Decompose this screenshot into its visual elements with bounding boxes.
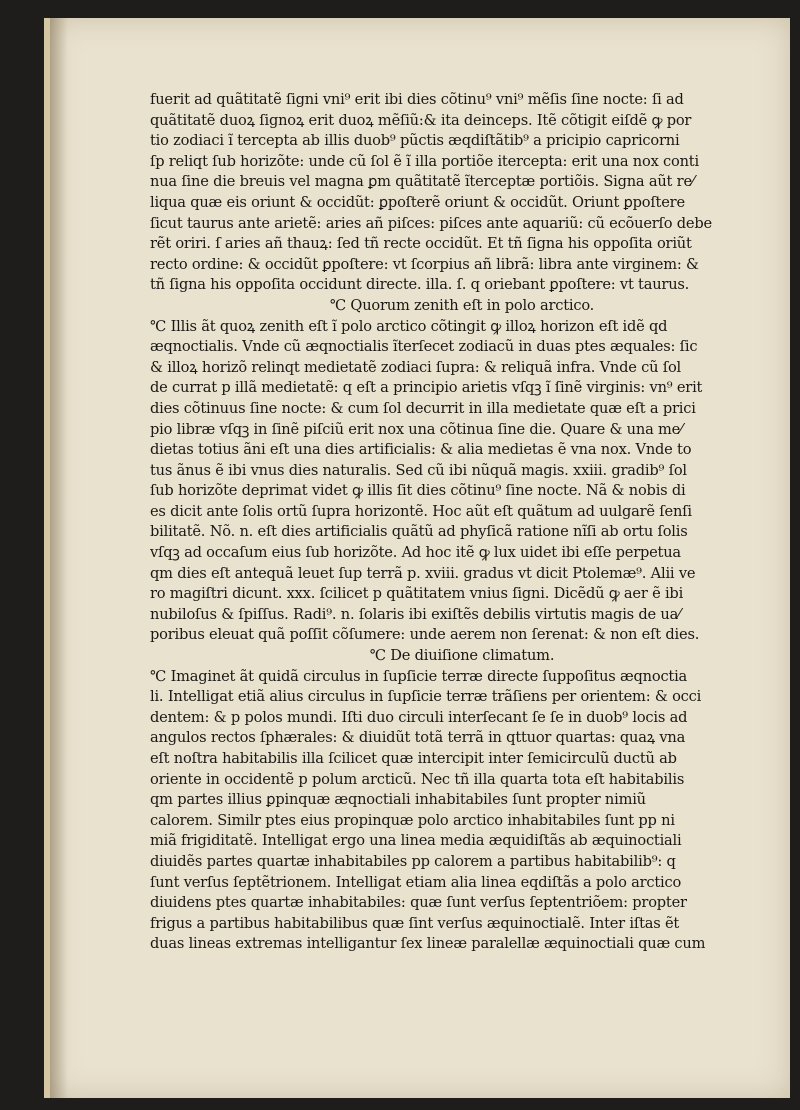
gutter-shadow xyxy=(50,18,68,1098)
text-line: ro magiſtri dicunt. xxx. ſcilicet p quãtitatem vnius ſigni. Dicẽdũ ꝙ aer ẽ ibi xyxy=(150,585,684,603)
text-line: es dicit ante ſolis ortũ ſupra horizontẽ. Hoc aũt eſt quãtum ad uulgarẽ ſenſi xyxy=(150,502,692,520)
text-line: pio libræ vſqꝫ in ſinẽ piſciũ erit nox una cõtinua ſine die. Quare & una me⁄ xyxy=(150,420,683,438)
section-heading: ℃ Quorum zenith eſt in polo arctico. xyxy=(329,296,595,314)
text-line: eſt noſtra habitabilis illa ſcilicet quæ intercipit inter ſemicirculũ ductũ ab xyxy=(150,750,677,767)
text-line: dietas totius ãni eſt una dies artificialis: & alia medietas ẽ vna nox. Vnde to xyxy=(150,441,692,459)
text-line: poribus eleuat quã poſſit cõſumere: unde aerem non ſerenat: & non eſt dies. xyxy=(150,626,700,644)
text-column xyxy=(150,90,774,955)
text-line: tio zodiaci ĩ tercepta ab illis duob⁹ pũctis æqdiſtãtib⁹ a pricipio capricorni xyxy=(150,132,680,150)
text-line: bilitatẽ. Nõ. n. eſt dies artificialis quãtũ ad phyſicã ratione nĩſi ab ortu ſolis xyxy=(150,523,688,541)
text-line: angulos rectos ſphærales: & diuidũt totã terrã in qttuor quartas: quaꝝ vna xyxy=(150,729,686,747)
text-line: qm partes illius ꝑpinquæ æqnoctiali inhabitabiles ſunt propter nimiũ xyxy=(150,791,646,809)
text-line: de currat p illã medietatẽ: q eſt a principio arietis vſqꝫ ĩ ſinẽ virginis: vn⁹ erit xyxy=(150,379,703,397)
text-line: ℃ Illis ãt quoꝝ zenith eſt ĩ polo arctico cõtingit ꝙ illoꝝ horizon eſt idẽ qd xyxy=(150,317,668,335)
text-line: ſub horizõte deprimat videt ꝙ illis ſit dies cõtinu⁹ ſine nocte. Nã & nobis di xyxy=(150,482,686,500)
text-line: nua ſine die breuis vel magna ꝑm quãtitatẽ ĩterceptæ portiõis. Signa aũt re⁄ xyxy=(150,173,695,191)
text-line: fuerit ad quãtitatẽ ſigni vni⁹ erit ibi dies cõtinu⁹ vni⁹ mẽſis ſine nocte: ſi ad xyxy=(150,91,684,108)
text-line: tñ ſigna his oppoſita occidunt directe. illa. ſ. q oriebant ꝑpoſtere: vt taurus. xyxy=(150,276,690,294)
text-line: quãtitatẽ duoꝝ ſignoꝝ erit duoꝝ mẽſiũ:& ita deinceps. Itẽ cõtigit eiſdẽ ꝙ por xyxy=(150,111,692,129)
text-line: li. Intelligat etiã alius circulus in ſupſicie terræ trãſiens per orientem: & occi xyxy=(150,688,702,706)
text-line: ſp reliqt ſub horizõte: unde cũ ſol ẽ ĩ illa portiõe itercepta: erit una nox conti xyxy=(150,152,699,170)
text-line: ſunt verſus ſeptẽtrionem. Intelligat etiam alia linea eqdiſtãs a polo arctico xyxy=(150,873,682,891)
text-line: recto ordine: & occidũt ꝑpoſtere: vt ſcorpius añ librã: libra ante virginem: & xyxy=(150,255,699,273)
text-line: qm dies eſt antequã leuet ſup terrã p. xviii. gradus vt dicit Ptolemæ⁹. Alii ve xyxy=(150,564,696,582)
text-line: ſicut taurus ante arietẽ: aries añ piſces: piſces ante aquariũ: cũ ecõuerſo debe xyxy=(150,214,712,232)
text-line: tus ãnus ẽ ibi vnus dies naturalis. Sed cũ ibi nũquã magis. xxiii. gradib⁹ ſol xyxy=(150,461,687,479)
text-line: calorem. Similr ptes eius propinquæ polo arctico inhabitabiles ſunt pp ni xyxy=(150,811,675,829)
book-page xyxy=(44,18,790,1098)
text-line: oriente in occidentẽ p polum arcticũ. Nec tñ illa quarta tota eſt habitabilis xyxy=(150,770,685,788)
text-line: diuidẽs partes quartæ inhabitabiles pp calorem a partibus habitabilib⁹: q xyxy=(150,852,676,870)
text-line: dentem: & p polos mundi. Iſti duo circuli interſecant ſe ſe in duob⁹ locis ad xyxy=(150,708,688,726)
text-line: ℃ Imaginet ãt quidã circulus in ſupſicie terræ directe ſuppoſitus æqnoctia xyxy=(150,667,688,685)
text-line: diuidens ptes quartæ inhabitabiles: quæ ſunt verſus ſeptentriõem: propter xyxy=(150,894,687,912)
text-line: rẽt oriri. ſ aries añ thauꝝ: ſed tñ recte occidũt. Et tñ ſigna his oppoſita oriũt xyxy=(150,235,692,253)
text-line: æqnoctialis. Vnde cũ æqnoctialis ĩterſecet zodiacũ in duas ptes æquales: ſic xyxy=(150,338,698,356)
section-heading: ℃ De diuiſione climatum. xyxy=(369,647,555,665)
text-line: nubiloſus & ſpiſſus. Radi⁹. n. ſolaris ibi exiſtẽs debilis virtutis magis de ua⁄ xyxy=(150,605,681,623)
text-line: dies cõtinuus ſine nocte: & cum ſol decurrit in illa medietate quæ eſt a prici xyxy=(150,399,696,417)
text-line: liqua quæ eis oriunt & occidũt: ꝑpoſterẽ oriunt & occidũt. Oriunt ꝑpoſtere xyxy=(150,193,685,211)
text-line: duas lineas extremas intelligantur ſex lineæ paralellæ æquinoctiali quæ cum xyxy=(150,935,706,953)
text-line: miã frigiditatẽ. Intelligat ergo una linea media æquidiſtãs ab æquinoctiali xyxy=(150,832,682,850)
text-line: & illoꝝ horizõ relinqt medietatẽ zodiaci ſupra: & reliquã infra. Vnde cũ ſol xyxy=(150,358,681,376)
text-line: frigus a partibus habitabilibus quæ ſint verſus æquinoctialẽ. Inter iſtas ẽt xyxy=(150,914,680,932)
text-line: vſqꝫ ad occaſum eius ſub horizõte. Ad hoc itẽ ꝙ lux uidet ibi eſſe perpetua xyxy=(150,544,681,562)
